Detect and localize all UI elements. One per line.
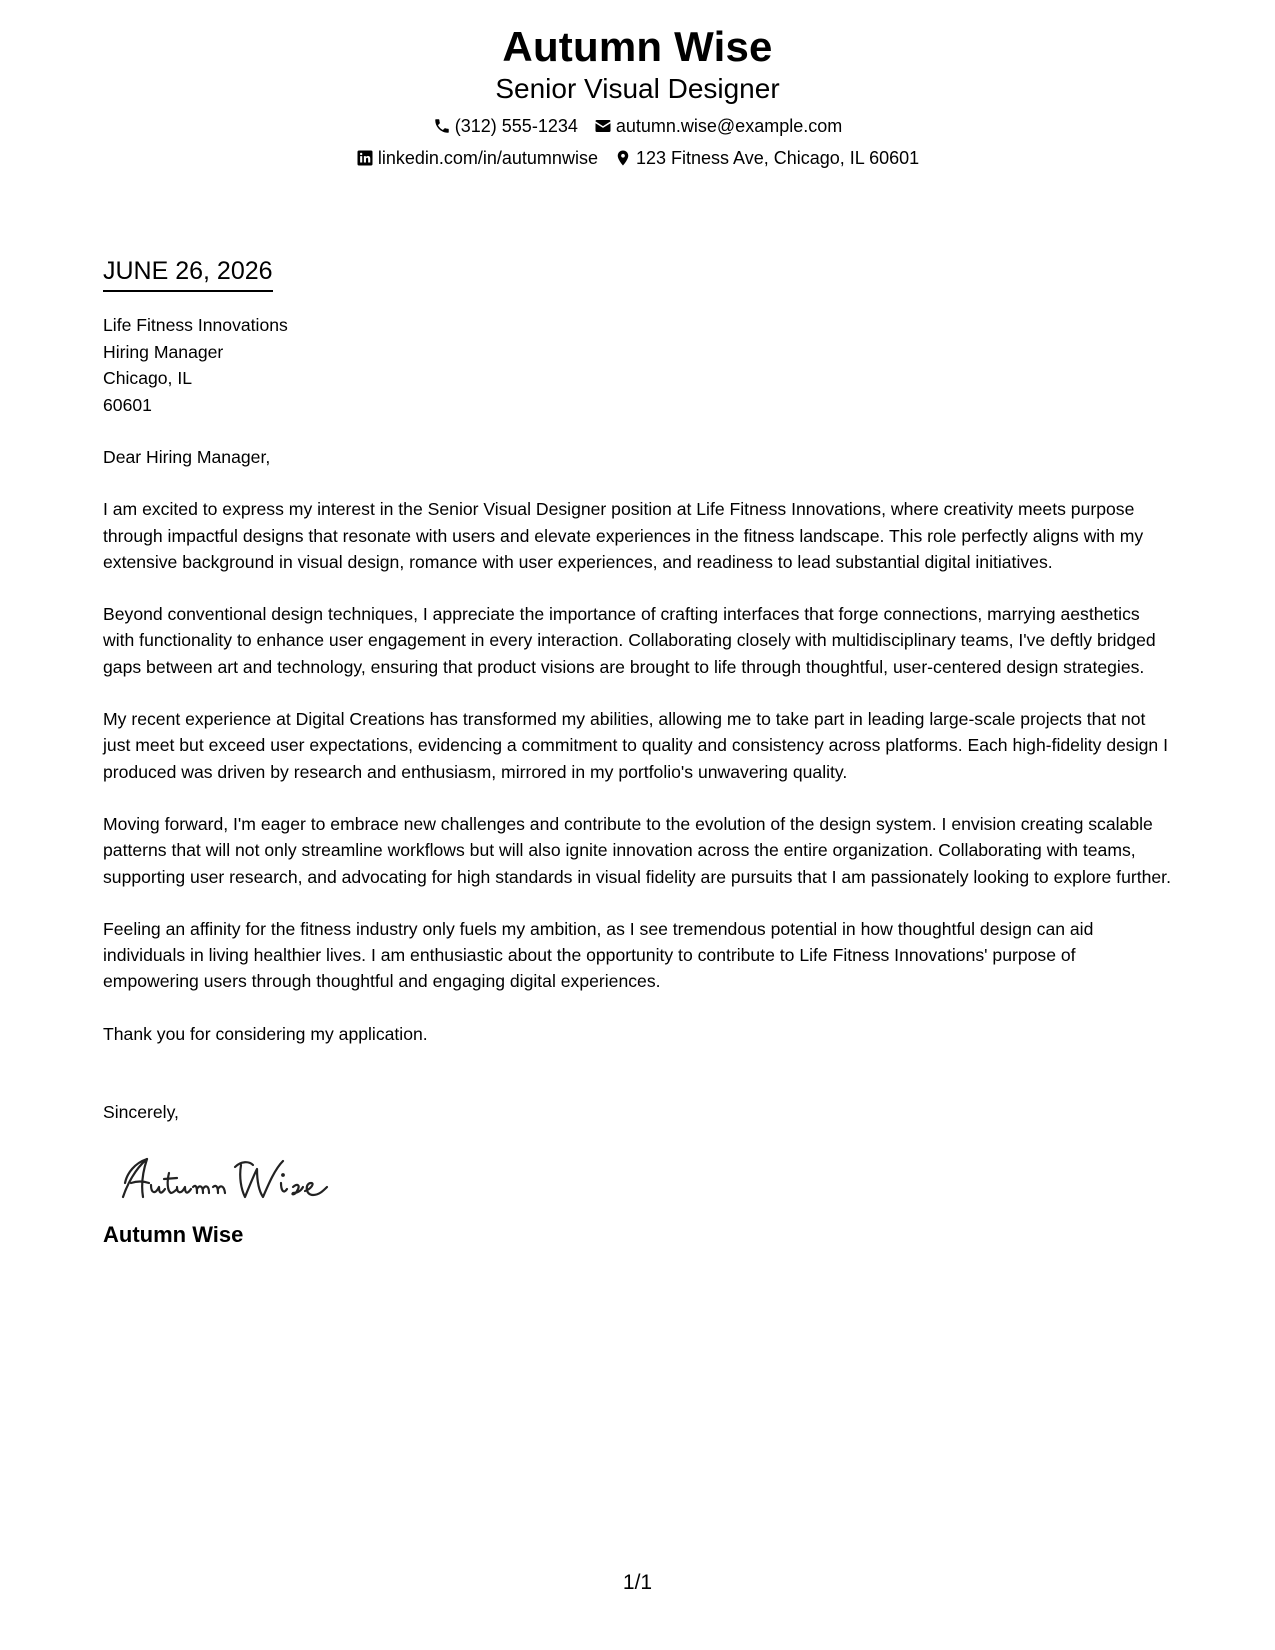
phone-number: (312) 555-1234: [454, 116, 578, 136]
handwritten-signature: [117, 1147, 357, 1209]
contact-email: [594, 115, 842, 137]
body-paragraph: Moving forward, I'm eager to embrace new challenges and contribute to the evolution of the design system. I envision creating scalable patterns that will not only streamline workflows but will also ignite innovation across the entire organization. Collaborating with teams, supporting user research, and advocating for high standards in visual fidelity are pursuits that I am passionately looking to explore further.: [103, 813, 1171, 887]
letter-body: [103, 256, 1173, 1249]
letter-date: JUNE 26, 2026: [103, 256, 273, 292]
applicant-name: Autumn Wise: [502, 23, 773, 70]
recipient-company: Life Fitness Innovations: [103, 315, 288, 335]
contact-address: [614, 147, 919, 169]
letter-header: [0, 22, 1275, 169]
closing-line: Thank you for considering my application.: [103, 1023, 428, 1044]
contact-row-primary: [0, 115, 1275, 137]
email-address: autumn.wise@example.com: [615, 116, 843, 136]
contact-phone: [433, 115, 578, 137]
location-pin-icon: [614, 149, 632, 167]
applicant-title: Senior Visual Designer: [495, 73, 780, 104]
contact-linkedin: [356, 147, 598, 169]
signoff: Sincerely,: [103, 1102, 179, 1123]
recipient-city: Chicago, IL: [103, 368, 192, 388]
body-paragraph: My recent experience at Digital Creations has transformed my abilities, allowing me to take part in leading large-scale projects that not just meet but exceed user expectations, evidencing a commitment to quality and consistency across platforms. Each high-fidelity design I produced was driven by research and enthusiasm, mirrored in my portfolio's unwavering quality.: [103, 709, 1168, 782]
phone-icon: [433, 117, 451, 135]
body-paragraph: Beyond conventional design techniques, I appreciate the importance of crafting interfaces that forge connections, marrying aesthetics with functionality to enhance user engagement in every interaction. Collaborating closely with multidisciplinary teams, I've deftly bridged gaps between art and technology, ensuring that product visions are brought to life through thoughtful, user-centered design strategies.: [103, 604, 1156, 677]
envelope-icon: [594, 117, 612, 135]
recipient-block: [103, 312, 1173, 418]
signer-name: Autumn Wise: [103, 1222, 244, 1248]
street-address: 123 Fitness Ave, Chicago, IL 60601: [635, 148, 920, 168]
body-paragraph: Feeling an affinity for the fitness industry only fuels my ambition, as I see tremendous potential in how thoughtful design can aid individuals in living healthier lives. I am enthusiastic about the opportunity to contribute to Life Fitness Innovations' purpose of empowering users through thoughtful and engaging digital experiences.: [103, 918, 1094, 992]
recipient-zip: 60601: [103, 394, 152, 415]
recipient-role: Hiring Manager: [103, 341, 224, 362]
linkedin-icon: [356, 149, 374, 167]
salutation: Dear Hiring Manager,: [103, 447, 271, 467]
linkedin-url: linkedin.com/in/autumnwise: [377, 148, 598, 168]
body-paragraph: I am excited to express my interest in the Senior Visual Designer position at Life Fitness Innovations, where creativity meets purpose through impactful designs that resonate with users and elevate experiences in the fitness landscape. This role perfectly aligns with my extensive background in visual design, romance with user experiences, and readiness to lead substantial digital initiatives.: [103, 499, 1144, 572]
signature-image: [117, 1147, 357, 1209]
contact-row-secondary: [0, 147, 1275, 169]
page-number: 1/1: [622, 1571, 653, 1594]
